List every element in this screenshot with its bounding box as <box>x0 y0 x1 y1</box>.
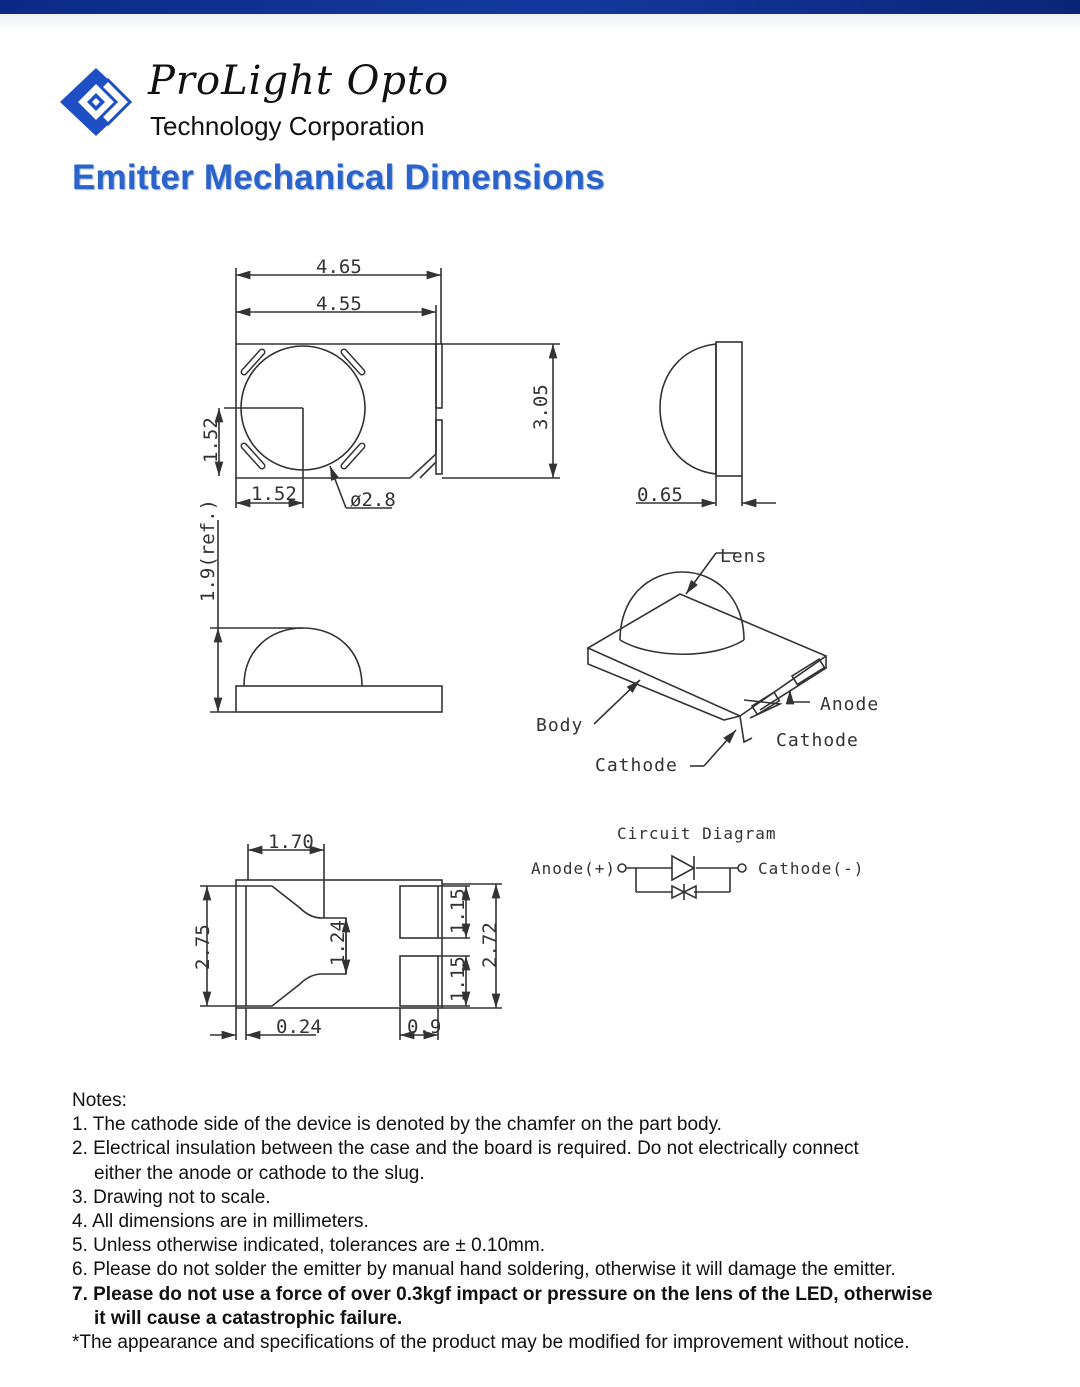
circuit-anode-label: Anode(+) <box>531 859 617 878</box>
dim-top-width: 1.70 <box>268 831 314 853</box>
dim-center-y: 1.52 <box>200 417 222 463</box>
dim-pad-lower: 1.15 <box>447 956 469 1002</box>
notes-heading: Notes: <box>72 1090 127 1111</box>
label-anode: Anode <box>820 694 880 715</box>
side-view <box>636 342 776 506</box>
note-1: 1. The cathode side of the device is denoted by the chamfer on the part body. <box>72 1114 722 1136</box>
dim-height: 3.05 <box>530 384 552 430</box>
dim-pad-width: 0.9 <box>407 1016 442 1038</box>
disclaimer: *The appearance and specifications of the product may be modified for improvement without notice. <box>72 1332 910 1354</box>
note-4: 4. All dimensions are in millimeters. <box>72 1211 369 1233</box>
dim-left-height: 2.75 <box>192 924 214 970</box>
front-view <box>210 520 442 712</box>
dim-inner-height: 1.24 <box>327 920 349 966</box>
dim-left-offset: 0.24 <box>276 1016 322 1038</box>
note-3: 3. Drawing not to scale. <box>72 1186 271 1208</box>
brand-subtitle: Technology Corporation <box>150 111 425 141</box>
notes-section <box>72 1089 1062 1355</box>
top-view <box>219 268 560 508</box>
note-2-continued: either the anode or cathode to the slug. <box>94 1162 425 1184</box>
circuit-cathode-label: Cathode(-) <box>758 859 865 878</box>
note-6: 6. Please do not solder the emitter by manual hand soldering, otherwise it will damage the emitter. <box>72 1259 896 1281</box>
dim-body-width: 4.55 <box>316 293 362 315</box>
circuit-title: Circuit Diagram <box>617 824 777 843</box>
label-lens: Lens <box>720 546 768 567</box>
note-5: 5. Unless otherwise indicated, tolerances are ± 0.10mm. <box>72 1235 545 1257</box>
dim-lens-diameter: ø2.8 <box>350 489 396 511</box>
dim-height-ref: 1.9(ref.) <box>197 499 219 602</box>
note-7: 7. Please do not use a force of over 0.3kgf impact or pressure on the lens of the LED, otherwise <box>72 1283 933 1305</box>
footprint-view <box>200 844 502 1040</box>
label-cathode-side: Cathode <box>776 730 859 751</box>
dim-right-height: 2.72 <box>479 922 501 968</box>
page-title: Emitter Mechanical Dimensions <box>72 158 605 197</box>
note-7-continued: it will cause a catastrophic failure. <box>94 1307 403 1329</box>
note-2: 2. Electrical insulation between the case and the board is required. Do not electrically connect <box>72 1138 859 1160</box>
brand-name: ProLight Opto <box>148 58 450 104</box>
dim-pad-upper: 1.15 <box>447 888 469 934</box>
dim-center-x: 1.52 <box>251 483 297 505</box>
circuit-diagram <box>618 856 746 900</box>
label-body: Body <box>536 715 584 736</box>
dim-thickness: 0.65 <box>637 484 683 506</box>
dim-overall-width: 4.65 <box>316 256 362 278</box>
label-cathode-bottom: Cathode <box>595 755 678 776</box>
